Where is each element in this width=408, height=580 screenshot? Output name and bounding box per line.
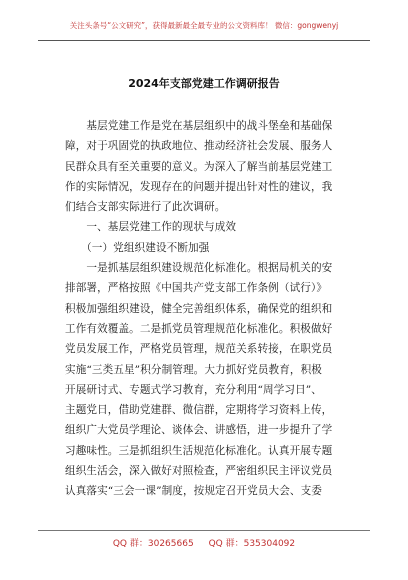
body-line: 实施“三类五星”积分制管理。大力抓好党员教育，积极: [65, 363, 322, 376]
body-line: 习趣味性。三是抓组织生活规范化标准化。认真开展专题: [65, 444, 333, 457]
footer-qq-group-2: QQ 群：535304092: [208, 539, 296, 549]
body-line: 作的实际情况，发现存在的问题并提出针对性的建议，我: [65, 180, 333, 193]
section-heading: 一、基层党建工作的现状与成效: [65, 221, 237, 234]
body-line: 认真落实“三会一课”制度，按规定召开党员大会、支委: [65, 485, 322, 498]
header-divider: [38, 40, 370, 41]
document-body: [65, 116, 355, 502]
body-line: 组织生活会，深入做好对照检查，严密组织民主评议党员: [65, 465, 333, 478]
footer-divider: [38, 530, 370, 531]
footer-qq-group-1: QQ 群：30265665: [112, 539, 194, 549]
body-line: 排部署，严格按照《中国共产党支部工作条例（试行）》: [65, 282, 328, 295]
body-line: 们结合支部实际进行了此次调研。: [65, 201, 226, 214]
footer: [0, 536, 408, 549]
body-line: 党员发展工作，严格党员管理，规范关系转接，在职党员: [65, 343, 333, 356]
body-line: 组织广大党员学理论、谈体会、讲感悟，进一步提升了学: [65, 424, 333, 437]
body-line: 积极加强组织建设，健全完善组织体系，确保党的组织和: [65, 302, 333, 315]
body-line: 开展研讨式、专题式学习教育，充分利用“周学习日”、: [65, 383, 322, 396]
body-line: 一是抓基层组织建设规范化标准化。根据局机关的安: [65, 262, 333, 275]
subsection-heading: （一）党组织建设不断加强: [65, 241, 210, 254]
header-note: 关注头条号“公文研究”，获得最新最全最专业的公文资料库！ 微信：gongwenyj: [69, 21, 339, 30]
body-line: 民群众具有至关重要的意义。为深入了解当前基层党建工: [65, 160, 333, 173]
body-line: 基层党建工作是党在基层组织中的战斗堡垒和基础保: [65, 120, 333, 132]
document-title: 2024年支部党建工作调研报告: [128, 77, 280, 90]
body-line: 主题党日，借助党建群、微信群，定期将学习资料上传，: [65, 404, 333, 417]
body-line: 工作有效覆盖。二是抓党员管理规范化标准化。积极做好: [65, 322, 333, 335]
body-line: 障，对于巩固党的执政地位、推动经济社会发展、服务人: [65, 140, 333, 153]
